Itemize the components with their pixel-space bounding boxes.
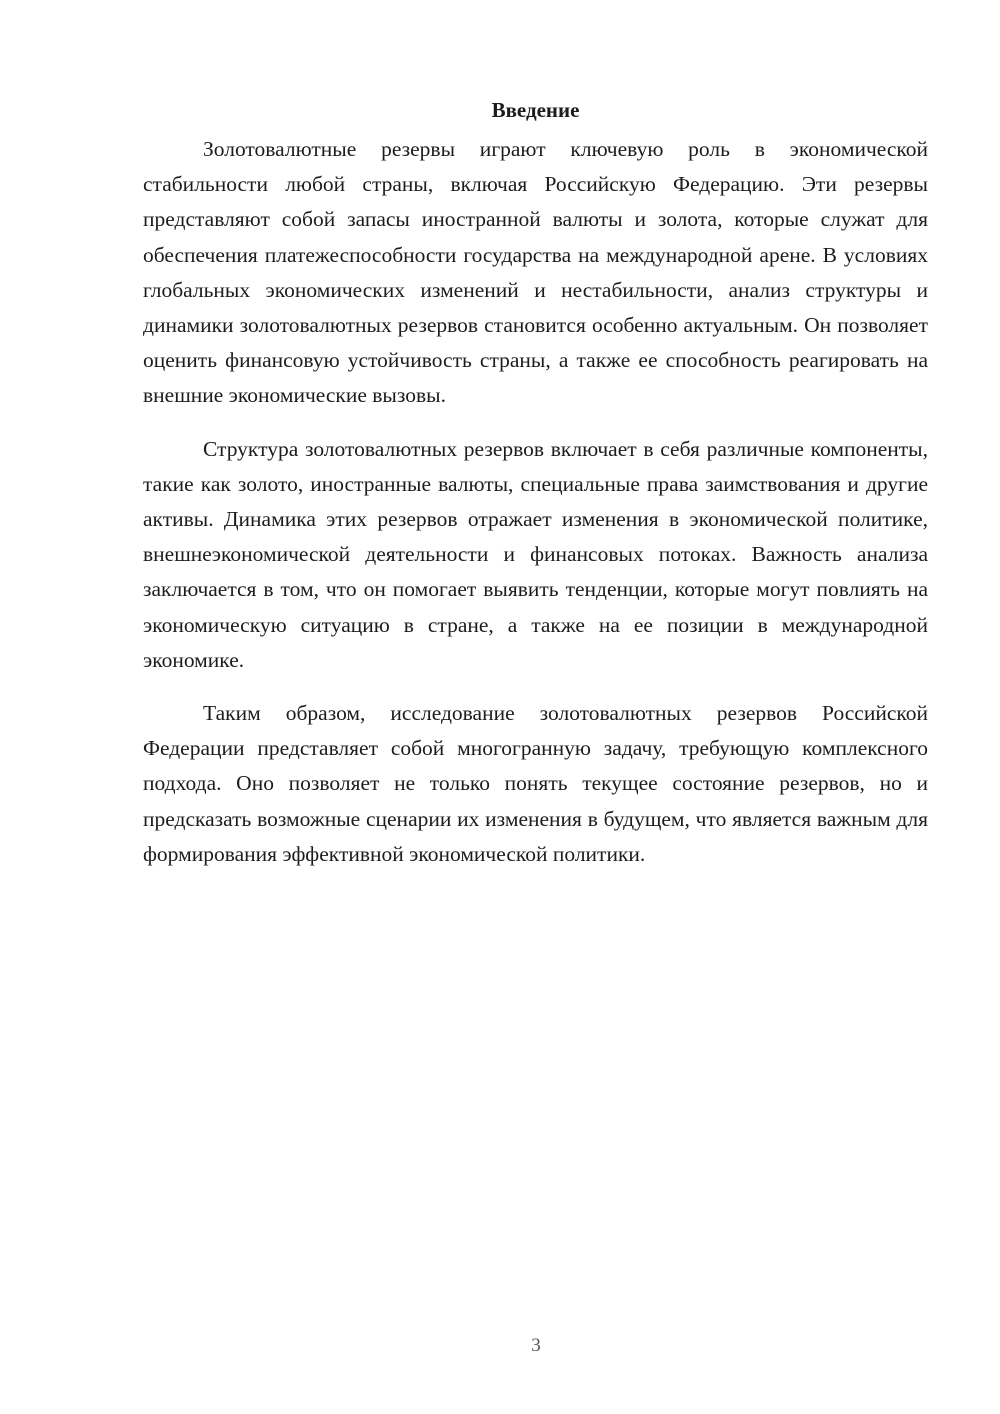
page-body bbox=[143, 92, 928, 890]
paragraph-1: Золотовалютные резервы играют ключевую роль в экономической стабильности любой страны, включая Российскую Федерацию. Эти резервы представляют собой запасы иностранной валюты и золота, которые служат для обеспечения платежеспособности государства на международной арене. В условиях глобальных экономических изменений и нестабильности, анализ структуры и динамики золотовалютных резервов становится особенно актуальным. Он позволяет оценить финансовую устойчивость страны, а также ее способность реагировать на внешние экономические вызовы. bbox=[143, 137, 928, 408]
page-title: Введение bbox=[491, 98, 580, 122]
paragraph-2: Структура золотовалютных резервов включает в себя различные компоненты, такие как золото, иностранные валюты, специальные права заимствования и другие активы. Динамика этих резервов отражает изменения в экономической политике, внешнеэкономической деятельности и финансовых потоках. Важность анализа заключается в том, что он помогает выявить тенденции, которые могут повлиять на экономическую ситуацию в стране, а также на ее позиции в международной экономике. bbox=[143, 436, 928, 672]
page-number: 3 bbox=[531, 1335, 541, 1356]
paragraph-3: Таким образом, исследование золотовалютных резервов Российской Федерации представляет собой многогранную задачу, требующую комплексного подхода. Оно позволяет не только понять текущее состояние резервов, но и предсказать возможные сценарии их изменения в будущем, что является важным для формирования эффективной экономической политики. bbox=[143, 701, 928, 866]
